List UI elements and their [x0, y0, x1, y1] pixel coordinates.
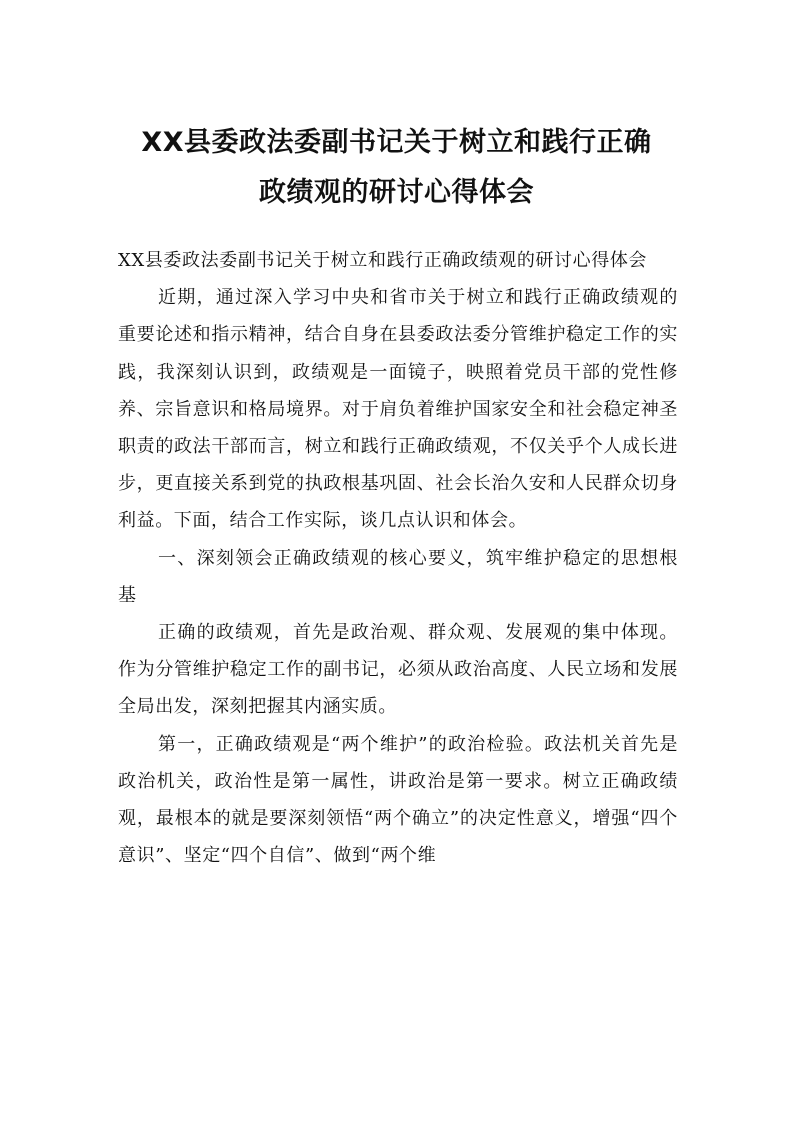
intro-paragraph: 近期，通过深入学习中央和省市关于树立和践行正确政绩观的重要论述和指示精神，结合自身在县委政法委分管维护稳定工作的实践，我深刻认识到，政绩观是一面镜子，映照着党员干部的党性修养、宗旨意识和格局境界。对于肩负着维护国家安全和社会稳定神圣职责的政法干部而言，树立和践行正确政绩观，不仅关乎个人成长进步，更直接关系到党的执政根基巩固、社会长治久安和人民群众切身利益。下面，结合工作实际，谈几点认识和体会。	[118, 287, 678, 532]
document-title	[110, 118, 683, 218]
subtitle-paragraph: XX县委政法委副书记关于树立和践行正确政绩观的研讨心得体会	[118, 250, 648, 271]
body-paragraph: 第一，正确政绩观是“两个维护”的政治检验。政法机关首先是政治机关，政治性是第一属性，讲政治是第一要求。树立正确政绩观，最根本的就是要深刻领悟“两个确立”的决定性意义，增强“四个意识”、坚定“四个自信”、做到“两个维	[118, 733, 678, 867]
section-heading: 一、深刻领会正确政绩观的核心要义，筑牢维护稳定的思想根基	[118, 547, 678, 606]
body-paragraph: 正确的政绩观，首先是政治观、群众观、发展观的集中体现。作为分管维护稳定工作的副书记，必须从政治高度、人民立场和发展全局出发，深刻把握其内涵实质。	[118, 622, 678, 718]
document-body	[118, 242, 678, 874]
title-line-2: 政绩观的研讨心得体会	[259, 177, 534, 208]
title-line-1: XX县委政法委副书记关于树立和践行正确	[141, 127, 652, 158]
